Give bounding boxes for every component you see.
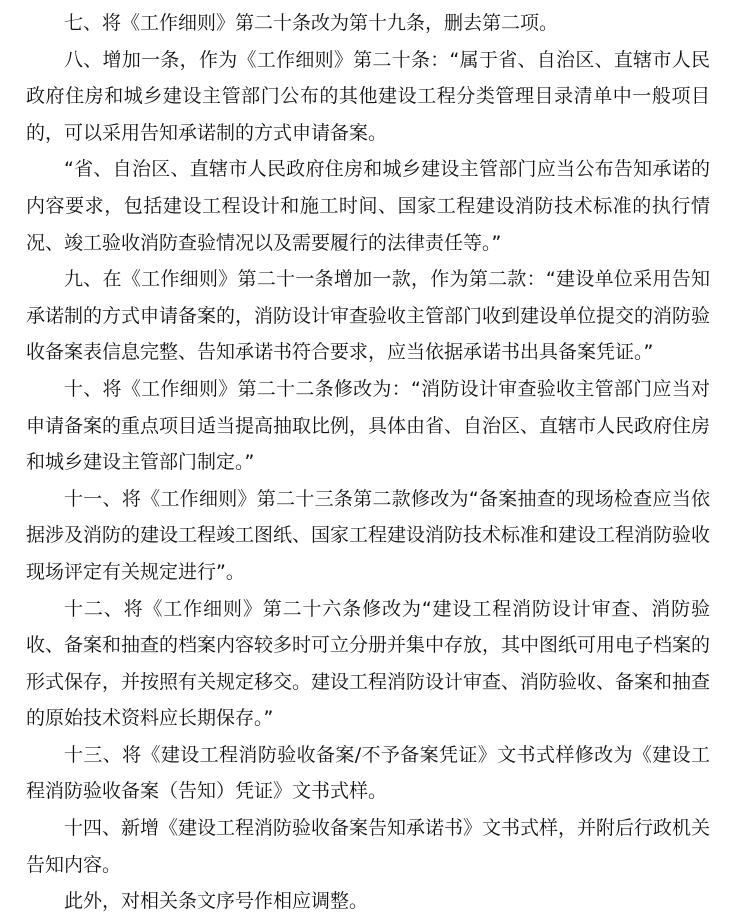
- paragraph-item-9: 九、在《工作细则》第二十一条增加一款，作为第二款：“建设单位采用告知承诺制的方式申请备案的，消防设计审查验收主管部门收到建设单位提交的消防验收备案表信息完整、告知承诺书符合要求，应当依据承诺书出具备案凭证。”: [26, 268, 711, 364]
- paragraph-item-10: 十、将《工作细则》第二十二条修改为：“消防设计审查验收主管部门应当对申请备案的重点项目适当提高抽取比例，具体由省、自治区、直辖市人民政府住房和城乡建设主管部门制定。”: [26, 377, 711, 474]
- paragraph-item-12: 十二、将《工作细则》第二十六条修改为“建设工程消防设计审查、消防验收、备案和抽查的档案内容较多时可立分册并集中存放，其中图纸可用电子档案的形式保存，并按照有关规定移交。建设工程消防设计审查、消防验收、备案和抽查的原始技术资料应长期保存。”: [26, 597, 711, 730]
- paragraph-item-8-continued: “省、自治区、直辖市人民政府住房和城乡建设主管部门应当公布告知承诺的内容要求，包括建设工程设计和施工时间、国家工程建设消防技术标准的执行情况、竣工验收消防查验情况以及需要履行的法律责任等。”: [26, 158, 710, 254]
- paragraph-item-13: 十三、将《建设工程消防验收备案/不予备案凭证》文书式样修改为《建设工程消防验收备案（告知）凭证》文书式样。: [26, 743, 710, 803]
- paragraph-item-8: 八、增加一条，作为《工作细则》第二十条：“属于省、自治区、直辖市人民政府住房和城乡建设主管部门公布的其他建设工程分类管理目录清单中一般项目的，可以采用告知承诺制的方式申请备案。: [26, 48, 710, 144]
- paragraph-closing: 此外，对相关条文序号作相应调整。: [64, 890, 369, 913]
- paragraph-item-7: 七、将《工作细则》第二十条改为第十九条，删去第二项。: [64, 12, 559, 34]
- paragraph-item-14: 十四、新增《建设工程消防验收备案告知承诺书》文书式样，并附后行政机关告知内容。: [26, 817, 711, 876]
- paragraph-item-11: 十一、将《工作细则》第二十三条第二款修改为“备案抽查的现场检查应当依据涉及消防的建设工程竣工图纸、国家工程建设消防技术标准和建设工程消防验收现场评定有关规定进行”。: [26, 487, 711, 583]
